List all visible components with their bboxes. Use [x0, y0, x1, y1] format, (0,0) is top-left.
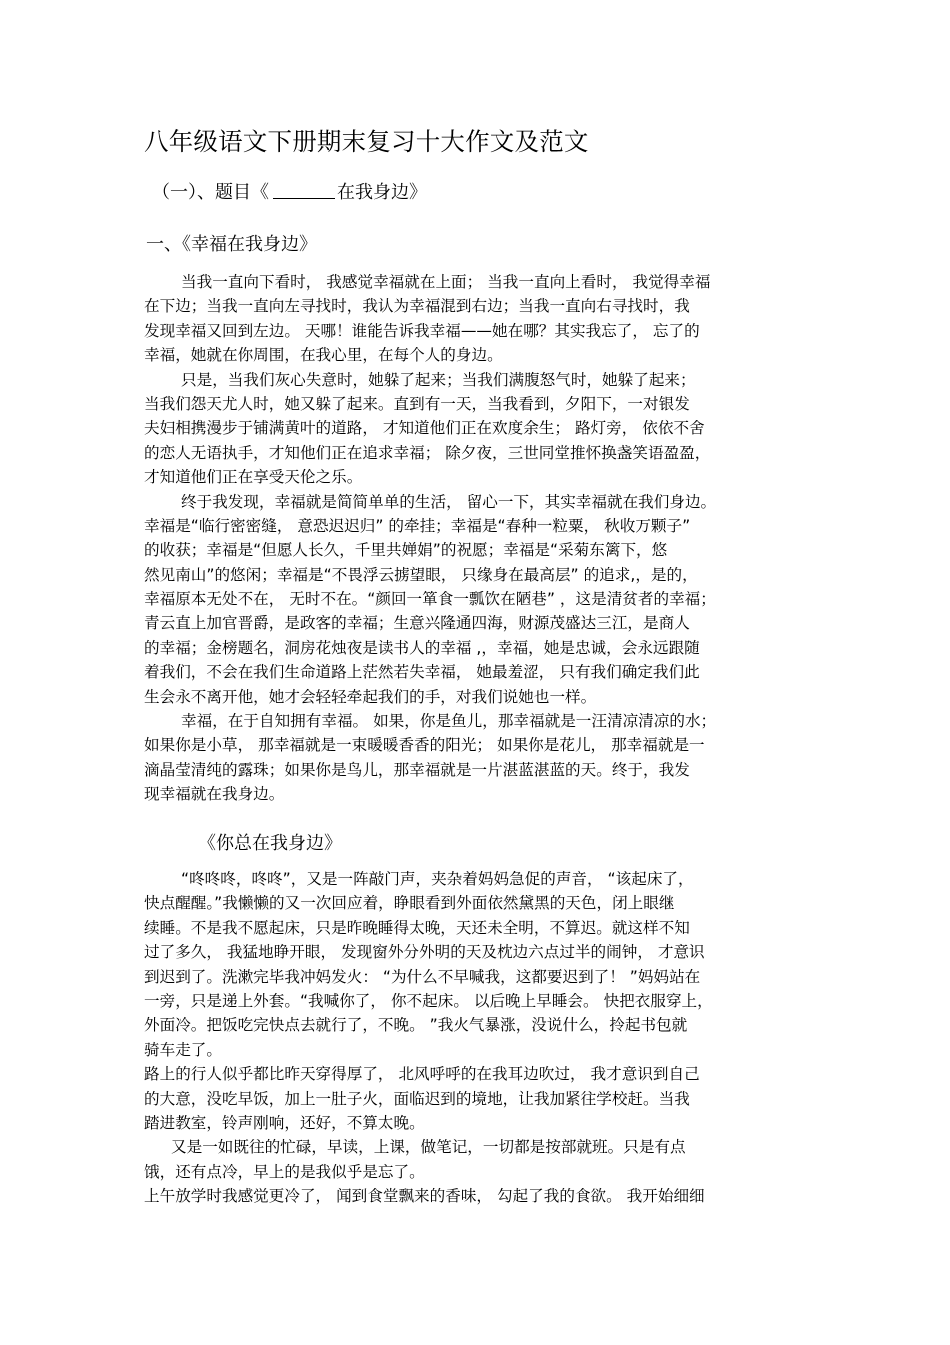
essay2-body [144, 867, 804, 1208]
essay2-line: 到迟到了。洗漱完毕我冲妈发火： “为什么不早喊我，这都要迟到了！ ”妈妈站在 [144, 967, 701, 986]
topic-prompt [152, 178, 427, 208]
essay1-line: 当我一直向下看时， 我感觉幸福就在上面； 当我一直向上看时， 我觉得幸福 [181, 273, 711, 291]
essay1-line: 发现幸福又回到左边。 天哪！谁能告诉我幸福——她在哪？其实我忘了， 忘了的 [144, 321, 700, 340]
essay2-line: “咚咚咚，咚咚”，又是一阵敲门声，夹杂着妈妈急促的声音， “该起床了， [181, 870, 694, 888]
essay1-line: 生会永不离开他，她才会轻轻牵起我们的手，对我们说她也一样。 [144, 687, 597, 706]
essay1-line: 的恋人无语执手，才知他们正在追求幸福； 除夕夜，三世同堂推怀换盏笑语盈盈， [144, 443, 711, 462]
essay1-line: 滴晶莹清纯的露珠；如果你是鸟儿，那幸福就是一片湛蓝湛蓝的天。终于，我发 [144, 760, 690, 779]
essay1-line: 青云直上加官晋爵，是政客的幸福；生意兴隆通四海，财源茂盛达三江，是商人 [144, 614, 690, 633]
essay2-line: 骑车走了。 [144, 1040, 222, 1059]
essay1-line: 终于我发现，幸福就是简简单单的生活， 留心一下，其实幸福就在我们身边。 [181, 492, 717, 511]
topic-prompt-suffix: 在我身边》 [337, 182, 427, 203]
essay2-heading: 《你总在我身边》 [198, 833, 342, 854]
essay1-line: 的幸福；金榜题名，洞房花烛夜是读书人的幸福 ,，幸福，她是忠诚，会永远跟随 [144, 638, 700, 657]
essay1-body [144, 270, 804, 807]
essay1-line: 夫妇相携漫步于铺满黄叶的道路， 才知道他们正在欢度余生； 路灯旁， 依依不舍 [144, 419, 705, 438]
essay2-line: 的大意，没吃早饭，加上一肚子火，面临迟到的境地，让我加紧往学校赶。当我 [144, 1089, 690, 1108]
essay2-line: 一旁，只是递上外套。“我喊你了， 你不起床。 以后晚上早睡会。 快把衣服穿上， [144, 991, 713, 1010]
essay1-line: 才知道他们正在享受天伦之乐。 [144, 468, 363, 487]
essay2-line: 路上的行人似乎都比昨天穿得厚了， 北风呼呼的在我耳边吹过， 我才意识到自己 [144, 1065, 700, 1084]
topic-prompt-prefix: （一）、题目《 [152, 182, 269, 203]
essay1-line: 的收获；幸福是“但愿人长久，千里共婵娟”的祝愿；幸福是“采菊东篱下，悠 [144, 541, 668, 560]
essay2-line: 外面冷。把饭吃完快点去就行了，不晚。 ”我火气暴涨，没说什么，拎起书包就 [144, 1016, 688, 1035]
essay1-heading: 一、《幸福在我身边》 [146, 234, 317, 255]
essay2-line: 过了多久， 我猛地睁开眼， 发现窗外分外明的天及枕边六点过半的闹钟， 才意识 [144, 943, 705, 962]
essay1-line: 现幸福就在我身边。 [144, 785, 285, 804]
essay1-line: 如果你是小草， 那幸福就是一束暖暖香香的阳光； 如果你是花儿， 那幸福就是一 [144, 736, 705, 755]
essay2-line: 快点醒醒。”我懒懒的又一次回应着，睁眼看到外面依然黛黑的天色，闭上眼继 [144, 894, 675, 913]
topic-blank-line [273, 182, 335, 199]
essay1-line: 幸福，在于自知拥有幸福。 如果，你是鱼儿，那幸福就是一汪清凉清凉的水； [181, 712, 717, 731]
essay1-line: 幸福原本无处不在， 无时不在。“颜回一箪食一瓢饮在陋巷” ，这是清贫者的幸福； [144, 590, 716, 609]
essay1-line: 幸福，她就在你周围，在我心里，在每个人的身边。 [144, 346, 503, 365]
essay2-line: 又是一如既往的忙碌，早读，上课，做笔记，一切都是按部就班。只是有点 [171, 1138, 686, 1157]
essay1-line: 然见南山”的悠闲；幸福是“不畏浮云掳望眼， 只缘身在最高层” 的追求,，是的， [144, 565, 698, 584]
essay1-line: 着我们，不会在我们生命道路上茫然若失幸福， 她最羞涩， 只有我们确定我们此 [144, 663, 700, 682]
essay2-line: 踏进教室，铃声刚响，还好，不算太晚。 [144, 1113, 425, 1132]
essay1-line: 在下边；当我一直向左寻找时，我认为幸福混到右边；当我一直向右寻找时，我 [144, 297, 690, 316]
essay1-line: 只是，当我们灰心失意时，她躲了起来；当我们满腹怒气时，她躲了起来； [181, 370, 696, 389]
essay1-line: 幸福是“临行密密缝， 意恐迟迟归” 的牵挂；幸福是“春种一粒粟， 秋收万颗子” [144, 516, 691, 535]
essay1-line: 当我们怨天尤人时，她又躲了起来。直到有一天，当我看到，夕阳下，一对银发 [144, 394, 690, 413]
document-title: 八年级语文下册期末复习十大作文及范文 [144, 127, 589, 156]
essay2-line: 续睡。不是我不愿起床，只是昨晚睡得太晚，天还未全明，不算迟。就这样不知 [144, 918, 690, 937]
essay2-line: 饿，还有点冷，早上的是我似乎是忘了。 [144, 1162, 425, 1181]
essay2-line: 上午放学时我感觉更冷了， 闻到食堂飘来的香味， 勾起了我的食欲。 我开始细细 [144, 1187, 705, 1206]
